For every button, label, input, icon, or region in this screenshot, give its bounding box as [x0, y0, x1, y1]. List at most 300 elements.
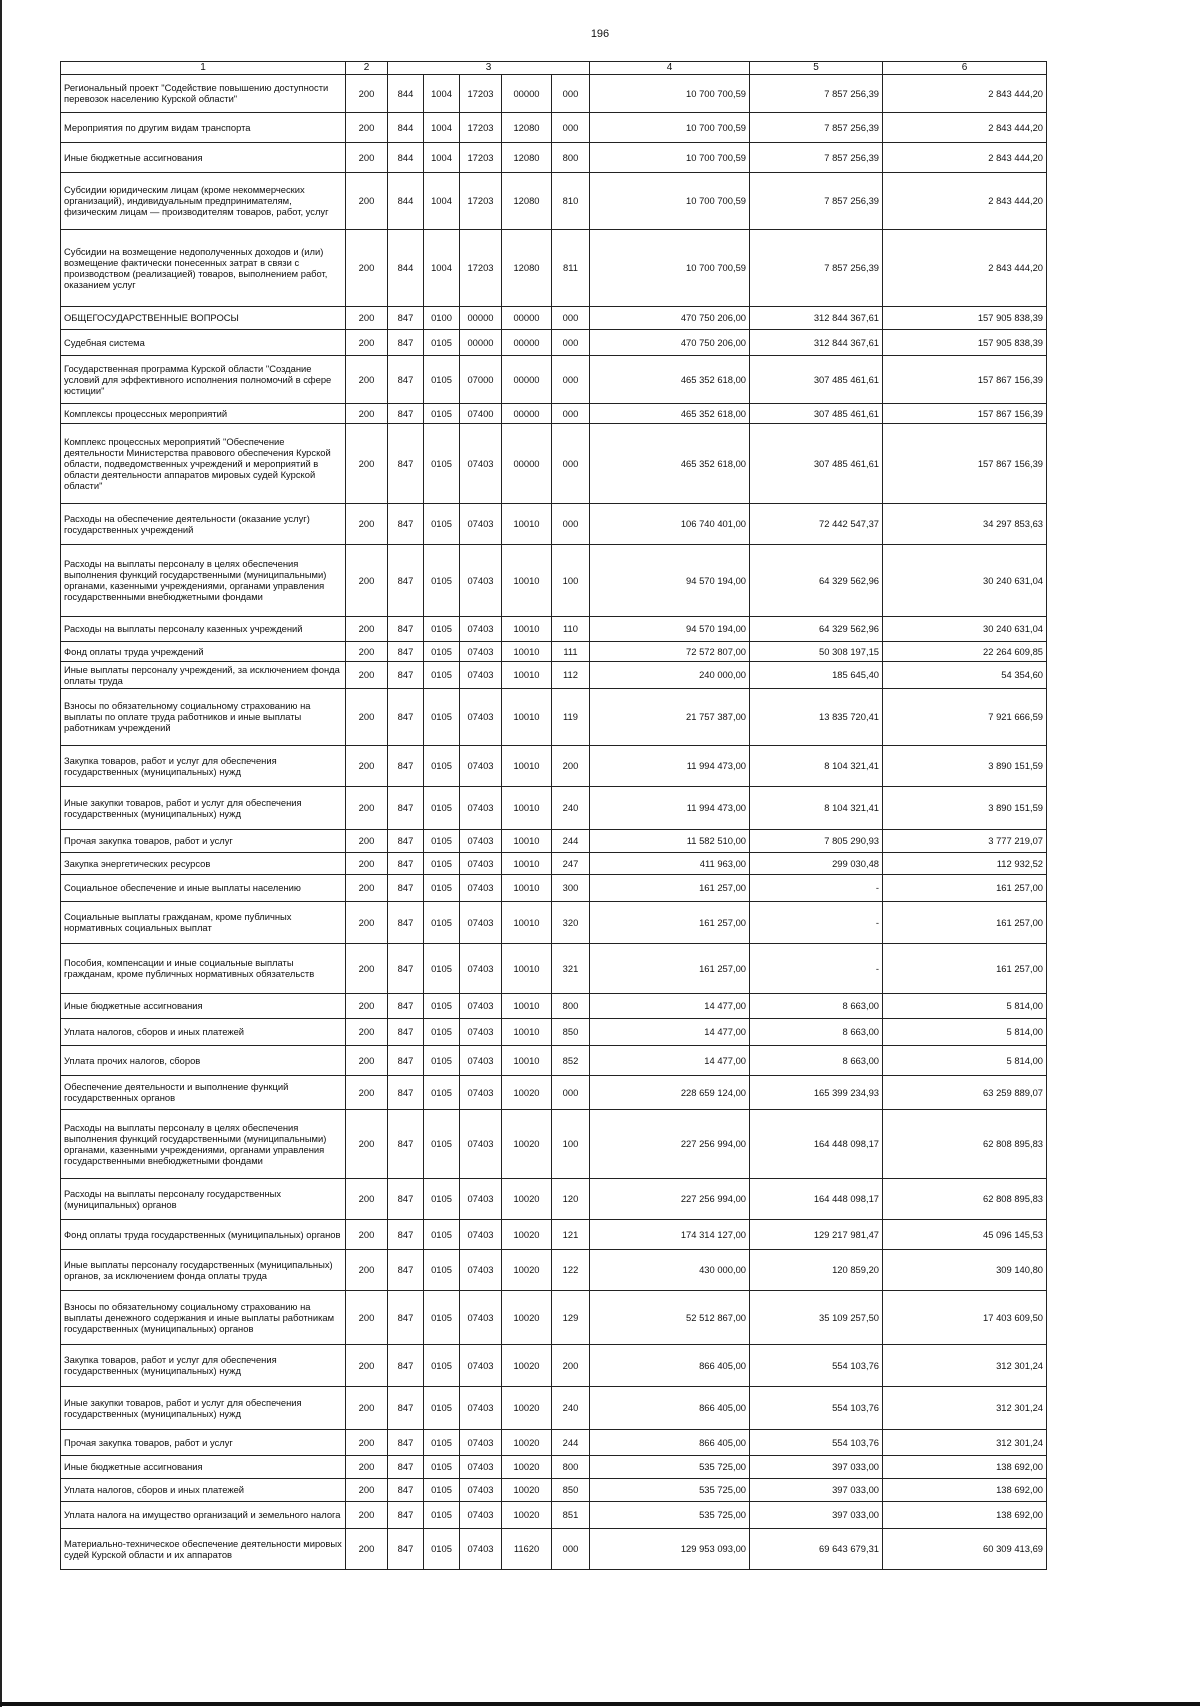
row-code-section: 0105: [424, 1249, 460, 1290]
row-value-col-5: 397 033,00: [750, 1478, 883, 1501]
row-code-program: 17203: [460, 74, 502, 112]
row-value-col-4: 10 700 700,59: [590, 172, 750, 229]
row-name: Субсидии на возмещение недополученных доходов и (или) возмещение фактически понесенных затрат в связи с производством (реализацией) товаров, выполнением работ, оказанием услуг: [61, 229, 346, 306]
row-code-direction: 10010: [502, 786, 552, 829]
row-code-section: 0105: [424, 943, 460, 993]
row-name: Иные закупки товаров, работ и услуг для обеспечения государственных (муниципальных) нужд: [61, 786, 346, 829]
row-value-col-5: 554 103,76: [750, 1429, 883, 1455]
row-value-col-6: 30 240 631,04: [883, 544, 1047, 616]
table-row: [61, 329, 1047, 355]
row-code-program: 07403: [460, 1501, 502, 1528]
table-row: [61, 688, 1047, 745]
table-row: [61, 1045, 1047, 1075]
row-code-program: 07403: [460, 1178, 502, 1219]
row-value-col-6: 5 814,00: [883, 993, 1047, 1018]
row-value-col-5: 69 643 679,31: [750, 1528, 883, 1569]
row-code-direction: 10010: [502, 993, 552, 1018]
row-value-col-6: 34 297 853,63: [883, 503, 1047, 544]
row-value-col-5: 7 805 290,93: [750, 829, 883, 852]
row-value-col-6: 63 259 889,07: [883, 1075, 1047, 1109]
row-code-direction: 10020: [502, 1478, 552, 1501]
row-value-col-4: 866 405,00: [590, 1344, 750, 1386]
row-code-direction: 00000: [502, 74, 552, 112]
row-code-ministry: 847: [388, 1249, 424, 1290]
row-code-expense-type: 200: [552, 1344, 590, 1386]
table-row: [61, 423, 1047, 503]
row-code-direction: 10010: [502, 874, 552, 901]
row-code-ministry: 847: [388, 1178, 424, 1219]
row-code-section: 0105: [424, 1344, 460, 1386]
row-value-col-4: 10 700 700,59: [590, 229, 750, 306]
row-code-program: 07403: [460, 1386, 502, 1429]
row-value-col-6: 17 403 609,50: [883, 1290, 1047, 1344]
page-number: 196: [590, 28, 610, 40]
row-col-2: 200: [346, 1290, 388, 1344]
row-code-ministry: 847: [388, 1478, 424, 1501]
row-name: Уплата прочих налогов, сборов: [61, 1045, 346, 1075]
row-code-section: 1004: [424, 229, 460, 306]
row-col-2: 200: [346, 616, 388, 641]
row-code-ministry: 847: [388, 874, 424, 901]
row-value-col-4: 14 477,00: [590, 993, 750, 1018]
table-row: [61, 641, 1047, 661]
row-code-program: 07403: [460, 874, 502, 901]
row-code-expense-type: 800: [552, 142, 590, 172]
row-name: Обеспечение деятельности и выполнение функций государственных органов: [61, 1075, 346, 1109]
row-value-col-5: 8 663,00: [750, 993, 883, 1018]
row-code-section: 0105: [424, 329, 460, 355]
row-value-col-6: 161 257,00: [883, 901, 1047, 943]
row-code-program: 07403: [460, 943, 502, 993]
row-value-col-5: 185 645,40: [750, 661, 883, 688]
header-col-1: 1: [61, 62, 346, 75]
row-value-col-4: 94 570 194,00: [590, 616, 750, 641]
row-code-direction: 10010: [502, 943, 552, 993]
row-code-section: 0100: [424, 306, 460, 329]
row-name: Иные бюджетные ассигнования: [61, 993, 346, 1018]
table-row: [61, 1501, 1047, 1528]
row-value-col-4: 161 257,00: [590, 901, 750, 943]
row-value-col-4: 11 994 473,00: [590, 745, 750, 786]
row-value-col-4: 535 725,00: [590, 1501, 750, 1528]
row-value-col-6: 157 905 838,39: [883, 306, 1047, 329]
row-code-program: 07403: [460, 1429, 502, 1455]
row-code-expense-type: 000: [552, 1528, 590, 1569]
row-name: Судебная система: [61, 329, 346, 355]
row-value-col-5: 120 859,20: [750, 1249, 883, 1290]
row-code-program: 17203: [460, 229, 502, 306]
row-value-col-6: 22 264 609,85: [883, 641, 1047, 661]
row-code-direction: 10010: [502, 745, 552, 786]
row-code-expense-type: 244: [552, 829, 590, 852]
budget-table: [60, 61, 1047, 1570]
row-value-col-5: -: [750, 874, 883, 901]
row-value-col-4: 10 700 700,59: [590, 74, 750, 112]
row-value-col-5: 7 857 256,39: [750, 229, 883, 306]
row-value-col-5: 397 033,00: [750, 1455, 883, 1478]
row-code-program: 07403: [460, 616, 502, 641]
row-code-program: 07403: [460, 786, 502, 829]
row-value-col-4: 465 352 618,00: [590, 423, 750, 503]
row-code-program: 07403: [460, 1455, 502, 1478]
row-col-2: 200: [346, 688, 388, 745]
row-name: Взносы по обязательному социальному страхованию на выплаты денежного содержания и иные выплаты работникам государственных (муниципальных) органов: [61, 1290, 346, 1344]
row-code-ministry: 844: [388, 112, 424, 142]
table-row: [61, 1290, 1047, 1344]
row-code-direction: 00000: [502, 329, 552, 355]
row-value-col-6: 3 890 151,59: [883, 745, 1047, 786]
row-col-2: 200: [346, 1045, 388, 1075]
row-value-col-5: 35 109 257,50: [750, 1290, 883, 1344]
row-code-section: 0105: [424, 355, 460, 403]
row-code-ministry: 847: [388, 641, 424, 661]
row-code-program: 07403: [460, 661, 502, 688]
row-code-expense-type: 000: [552, 1075, 590, 1109]
row-value-col-6: 30 240 631,04: [883, 616, 1047, 641]
row-code-section: 0105: [424, 874, 460, 901]
row-code-program: 07403: [460, 688, 502, 745]
row-value-col-5: 64 329 562,96: [750, 616, 883, 641]
row-code-expense-type: 120: [552, 1178, 590, 1219]
row-value-col-6: 54 354,60: [883, 661, 1047, 688]
row-code-ministry: 847: [388, 503, 424, 544]
row-code-ministry: 847: [388, 423, 424, 503]
row-name: Региональный проект "Содействие повышению доступности перевозок населению Курской области": [61, 74, 346, 112]
row-code-direction: 10020: [502, 1344, 552, 1386]
row-value-col-6: 312 301,24: [883, 1386, 1047, 1429]
row-code-direction: 10020: [502, 1075, 552, 1109]
row-code-ministry: 847: [388, 1344, 424, 1386]
row-code-program: 07403: [460, 544, 502, 616]
table-row: [61, 142, 1047, 172]
row-code-section: 0105: [424, 1219, 460, 1249]
row-name: Уплата налога на имущество организаций и земельного налога: [61, 1501, 346, 1528]
row-value-col-6: 161 257,00: [883, 874, 1047, 901]
row-code-ministry: 847: [388, 1528, 424, 1569]
row-value-col-6: 5 814,00: [883, 1018, 1047, 1045]
row-code-program: 07403: [460, 1249, 502, 1290]
table-body: [61, 74, 1047, 1569]
table-row: [61, 1386, 1047, 1429]
row-code-section: 0105: [424, 544, 460, 616]
table-row: [61, 1429, 1047, 1455]
table-row: [61, 544, 1047, 616]
row-value-col-4: 411 963,00: [590, 852, 750, 874]
row-code-direction: 10010: [502, 852, 552, 874]
row-value-col-4: 465 352 618,00: [590, 403, 750, 423]
row-code-section: 1004: [424, 112, 460, 142]
row-value-col-5: 8 104 321,41: [750, 786, 883, 829]
row-code-section: 0105: [424, 745, 460, 786]
row-code-section: 1004: [424, 172, 460, 229]
row-col-2: 200: [346, 1455, 388, 1478]
row-value-col-6: 45 096 145,53: [883, 1219, 1047, 1249]
row-code-direction: 10010: [502, 1045, 552, 1075]
row-value-col-6: 157 905 838,39: [883, 329, 1047, 355]
row-code-expense-type: 240: [552, 1386, 590, 1429]
row-value-col-6: 157 867 156,39: [883, 355, 1047, 403]
row-code-expense-type: 000: [552, 329, 590, 355]
row-code-ministry: 847: [388, 355, 424, 403]
row-code-expense-type: 112: [552, 661, 590, 688]
header-col-6: 6: [883, 62, 1047, 75]
row-code-ministry: 847: [388, 1455, 424, 1478]
row-value-col-4: 535 725,00: [590, 1455, 750, 1478]
row-value-col-6: 312 301,24: [883, 1429, 1047, 1455]
row-code-program: 07403: [460, 1045, 502, 1075]
row-code-program: 07403: [460, 1528, 502, 1569]
row-value-col-4: 430 000,00: [590, 1249, 750, 1290]
row-value-col-4: 470 750 206,00: [590, 329, 750, 355]
row-col-2: 200: [346, 1109, 388, 1178]
row-col-2: 200: [346, 74, 388, 112]
row-name: Социальное обеспечение и иные выплаты населению: [61, 874, 346, 901]
table-row: [61, 1018, 1047, 1045]
table-row: [61, 943, 1047, 993]
table-row: [61, 229, 1047, 306]
row-value-col-5: 312 844 367,61: [750, 329, 883, 355]
row-code-expense-type: 850: [552, 1018, 590, 1045]
row-value-col-5: 8 104 321,41: [750, 745, 883, 786]
row-name: Материально-техническое обеспечение деятельности мировых судей Курской области и их аппаратов: [61, 1528, 346, 1569]
row-value-col-5: -: [750, 901, 883, 943]
row-value-col-5: 7 857 256,39: [750, 142, 883, 172]
row-code-ministry: 847: [388, 901, 424, 943]
row-code-ministry: 847: [388, 1109, 424, 1178]
table-row: [61, 1075, 1047, 1109]
row-col-2: 200: [346, 1478, 388, 1501]
row-value-col-5: 7 857 256,39: [750, 74, 883, 112]
table-row: [61, 1344, 1047, 1386]
row-value-col-5: 307 485 461,61: [750, 355, 883, 403]
row-code-program: 00000: [460, 329, 502, 355]
row-code-section: 0105: [424, 641, 460, 661]
row-code-ministry: 847: [388, 1018, 424, 1045]
row-value-col-5: 72 442 547,37: [750, 503, 883, 544]
row-value-col-5: 129 217 981,47: [750, 1219, 883, 1249]
row-col-2: 200: [346, 112, 388, 142]
row-code-section: 0105: [424, 852, 460, 874]
row-col-2: 200: [346, 661, 388, 688]
row-name: Расходы на выплаты персоналу в целях обеспечения выполнения функций государственными (муниципальными) органами, казенными учреждениями, органами управления государственными внебюджетными фондами: [61, 544, 346, 616]
row-code-ministry: 847: [388, 745, 424, 786]
table-header: [61, 62, 1047, 75]
row-col-2: 200: [346, 1501, 388, 1528]
row-name: Расходы на обеспечение деятельности (оказание услуг) государственных учреждений: [61, 503, 346, 544]
row-value-col-4: 52 512 867,00: [590, 1290, 750, 1344]
row-name: Государственная программа Курской области "Создание условий для эффективного исполнения полномочий в сфере юстиции": [61, 355, 346, 403]
row-value-col-4: 866 405,00: [590, 1429, 750, 1455]
row-code-direction: 12080: [502, 172, 552, 229]
row-code-ministry: 847: [388, 616, 424, 641]
row-value-col-4: 106 740 401,00: [590, 503, 750, 544]
row-value-col-6: 157 867 156,39: [883, 403, 1047, 423]
row-value-col-5: 7 857 256,39: [750, 172, 883, 229]
table-row: [61, 745, 1047, 786]
header-col-4: 4: [590, 62, 750, 75]
table-row: [61, 1178, 1047, 1219]
row-value-col-5: 554 103,76: [750, 1344, 883, 1386]
row-value-col-6: 2 843 444,20: [883, 74, 1047, 112]
row-value-col-5: 7 857 256,39: [750, 112, 883, 142]
row-code-direction: 00000: [502, 355, 552, 403]
table-row: [61, 355, 1047, 403]
row-code-direction: 10020: [502, 1290, 552, 1344]
row-code-section: 0105: [424, 661, 460, 688]
row-value-col-4: 14 477,00: [590, 1045, 750, 1075]
row-value-col-4: 129 953 093,00: [590, 1528, 750, 1569]
row-value-col-4: 161 257,00: [590, 943, 750, 993]
table-row: [61, 993, 1047, 1018]
scan-edge-left: [0, 0, 2, 1707]
row-value-col-4: 10 700 700,59: [590, 142, 750, 172]
row-code-ministry: 847: [388, 1219, 424, 1249]
table-row: [61, 306, 1047, 329]
row-col-2: 200: [346, 1344, 388, 1386]
row-col-2: 200: [346, 355, 388, 403]
row-code-ministry: 847: [388, 1386, 424, 1429]
row-code-direction: 10020: [502, 1455, 552, 1478]
row-code-program: 07403: [460, 852, 502, 874]
row-value-col-6: 157 867 156,39: [883, 423, 1047, 503]
row-code-direction: 10010: [502, 1018, 552, 1045]
row-name: Уплата налогов, сборов и иных платежей: [61, 1018, 346, 1045]
row-code-direction: 10010: [502, 544, 552, 616]
row-name: Прочая закупка товаров, работ и услуг: [61, 829, 346, 852]
row-code-section: 0105: [424, 688, 460, 745]
row-code-ministry: 847: [388, 1075, 424, 1109]
row-col-2: 200: [346, 874, 388, 901]
row-name: Расходы на выплаты персоналу в целях обеспечения выполнения функций государственными (муниципальными) органами, казенными учреждениями, органами управления государственными внебюджетными фондами: [61, 1109, 346, 1178]
row-value-col-5: 164 448 098,17: [750, 1178, 883, 1219]
row-value-col-5: 8 663,00: [750, 1045, 883, 1075]
row-code-program: 07403: [460, 1219, 502, 1249]
row-code-expense-type: 247: [552, 852, 590, 874]
row-value-col-6: 2 843 444,20: [883, 142, 1047, 172]
row-value-col-6: 3 890 151,59: [883, 786, 1047, 829]
row-value-col-6: 138 692,00: [883, 1478, 1047, 1501]
row-code-ministry: 847: [388, 329, 424, 355]
row-name: Расходы на выплаты персоналу государственных (муниципальных) органов: [61, 1178, 346, 1219]
table-row: [61, 503, 1047, 544]
row-code-expense-type: 240: [552, 786, 590, 829]
row-code-direction: 10010: [502, 688, 552, 745]
row-code-expense-type: 000: [552, 403, 590, 423]
row-code-direction: 10020: [502, 1429, 552, 1455]
row-code-direction: 00000: [502, 306, 552, 329]
row-code-ministry: 847: [388, 544, 424, 616]
row-col-2: 200: [346, 329, 388, 355]
row-code-ministry: 847: [388, 661, 424, 688]
row-value-col-6: 62 808 895,83: [883, 1109, 1047, 1178]
row-name: Пособия, компенсации и иные социальные выплаты гражданам, кроме публичных нормативных обязательств: [61, 943, 346, 993]
row-code-section: 0105: [424, 1528, 460, 1569]
row-col-2: 200: [346, 943, 388, 993]
row-code-expense-type: 800: [552, 1455, 590, 1478]
row-value-col-4: 161 257,00: [590, 874, 750, 901]
table-row: [61, 172, 1047, 229]
row-name: Комплексы процессных мероприятий: [61, 403, 346, 423]
table-row: [61, 786, 1047, 829]
row-name: Комплекс процессных мероприятий "Обеспечение деятельности Министерства правового обеспечения Курской области, подведомственных учреждений и мероприятий в области деятельности аппаратов мировых судей Курской области": [61, 423, 346, 503]
header-row: [61, 62, 1047, 75]
row-name: Иные выплаты персоналу учреждений, за исключением фонда оплаты труда: [61, 661, 346, 688]
row-col-2: 200: [346, 423, 388, 503]
row-code-direction: 11620: [502, 1528, 552, 1569]
row-value-col-6: 2 843 444,20: [883, 229, 1047, 306]
row-col-2: 200: [346, 829, 388, 852]
row-code-expense-type: 000: [552, 503, 590, 544]
row-name: Уплата налогов, сборов и иных платежей: [61, 1478, 346, 1501]
row-value-col-4: 535 725,00: [590, 1478, 750, 1501]
row-col-2: 200: [346, 993, 388, 1018]
row-code-expense-type: 000: [552, 112, 590, 142]
row-value-col-6: 7 921 666,59: [883, 688, 1047, 745]
row-code-program: 07403: [460, 1290, 502, 1344]
row-col-2: 200: [346, 544, 388, 616]
row-code-program: 07403: [460, 901, 502, 943]
row-name: Прочая закупка товаров, работ и услуг: [61, 1429, 346, 1455]
row-value-col-5: 307 485 461,61: [750, 403, 883, 423]
row-col-2: 200: [346, 1219, 388, 1249]
row-code-direction: 10020: [502, 1219, 552, 1249]
row-value-col-5: 13 835 720,41: [750, 688, 883, 745]
row-value-col-4: 470 750 206,00: [590, 306, 750, 329]
row-code-ministry: 847: [388, 1290, 424, 1344]
row-code-expense-type: 000: [552, 306, 590, 329]
row-code-ministry: 847: [388, 943, 424, 993]
row-value-col-5: 312 844 367,61: [750, 306, 883, 329]
row-value-col-4: 240 000,00: [590, 661, 750, 688]
row-col-2: 200: [346, 1528, 388, 1569]
row-code-program: 17203: [460, 172, 502, 229]
row-code-direction: 10020: [502, 1501, 552, 1528]
header-col-3: 3: [388, 62, 590, 75]
table-row: [61, 403, 1047, 423]
row-col-2: 200: [346, 403, 388, 423]
row-code-direction: 12080: [502, 229, 552, 306]
row-name: Иные выплаты персоналу государственных (муниципальных) органов, за исключением фонда оплаты труда: [61, 1249, 346, 1290]
row-col-2: 200: [346, 1249, 388, 1290]
row-col-2: 200: [346, 1075, 388, 1109]
row-code-program: 07403: [460, 423, 502, 503]
table-row: [61, 1109, 1047, 1178]
row-code-ministry: 847: [388, 829, 424, 852]
table-row: [61, 74, 1047, 112]
row-code-direction: 10010: [502, 829, 552, 852]
row-col-2: 200: [346, 852, 388, 874]
row-code-direction: 10010: [502, 661, 552, 688]
row-code-program: 00000: [460, 306, 502, 329]
row-value-col-4: 21 757 387,00: [590, 688, 750, 745]
row-value-col-5: 165 399 234,93: [750, 1075, 883, 1109]
row-name: Субсидии юридическим лицам (кроме некоммерческих организаций), индивидуальным предпринимателям, физическим лицам — производителям товаров, работ, услуг: [61, 172, 346, 229]
row-col-2: 200: [346, 229, 388, 306]
row-code-program: 07403: [460, 1109, 502, 1178]
row-value-col-5: 299 030,48: [750, 852, 883, 874]
row-code-expense-type: 000: [552, 423, 590, 503]
row-col-2: 200: [346, 306, 388, 329]
row-code-expense-type: 000: [552, 74, 590, 112]
table-row: [61, 829, 1047, 852]
row-value-col-5: 554 103,76: [750, 1386, 883, 1429]
row-code-direction: 10010: [502, 503, 552, 544]
row-value-col-6: 2 843 444,20: [883, 112, 1047, 142]
row-value-col-6: 312 301,24: [883, 1344, 1047, 1386]
row-code-section: 0105: [424, 616, 460, 641]
row-code-ministry: 847: [388, 852, 424, 874]
row-value-col-4: 72 572 807,00: [590, 641, 750, 661]
